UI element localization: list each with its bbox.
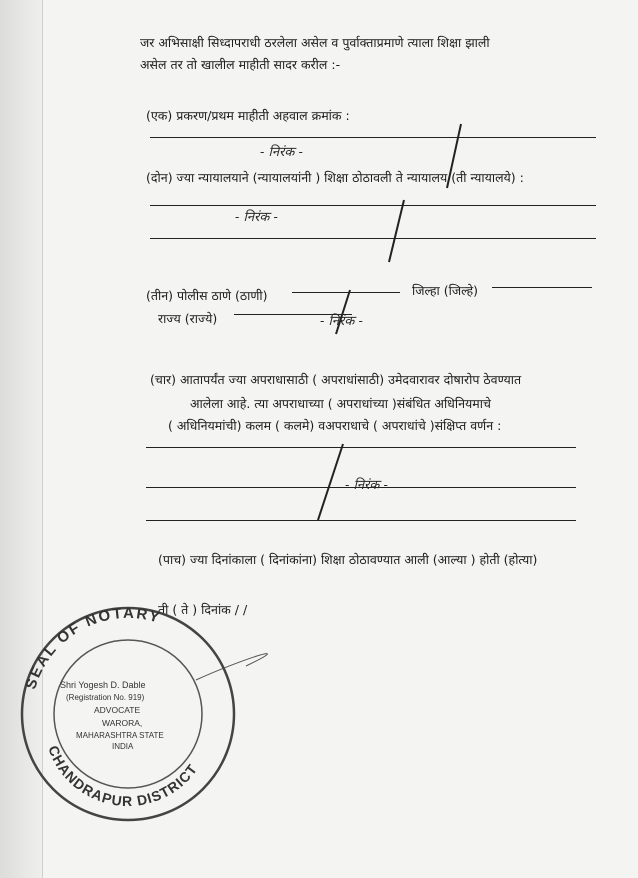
item-char-line-3: ( अधिनियमांची) कलम ( कलमे) वअपराधाचे ( अपराधांचे )संक्षिप्त वर्णन : (168, 418, 502, 433)
seal-name: Shri Yogesh D. Dable (60, 680, 146, 690)
item-char-line-2: आलेला आहे. त्या अपराधाच्या ( अपराधांच्या )संबंधित अधिनियमाचे (190, 396, 491, 411)
seal-reg: (Registration No. 919) (66, 693, 145, 702)
item-char-line-1: (चार) आतापर्यंत ज्या अपराधासाठी ( अपराधांसाठी) उमेदवारावर दोषारोप ठेवण्यात (150, 372, 522, 387)
item-ek-handwriting: - निरंक - (260, 145, 303, 160)
item-don-label: (दोन) ज्या न्यायालयाने (न्यायालयांनी ) शिक्षा ठोठावली ते न्यायालय (ती न्यायालये) : (146, 170, 524, 185)
item-teen-jilha-label: जिल्हा (जिल्हे) (412, 283, 479, 298)
seal-top-text: SEAL OF NOTARY (22, 604, 164, 692)
seal-bottom-text: CHANDRAPUR DISTRICT (45, 743, 201, 810)
seal-city: WARORA, (102, 718, 143, 728)
item-ek-label: (एक) प्रकरण/प्रथम माहीती अहवाल क्रमांक : (146, 108, 350, 123)
item-don-handwriting: - निरंक - (235, 210, 278, 225)
intro-line-2: असेल तर तो खालील माहीती सादर करील :- (140, 57, 341, 72)
seal-state: MAHARASHTRA STATE (76, 731, 164, 740)
item-pach-label: (पाच) ज्या दिनांकाला ( दिनांकांना) शिक्षा ठोठावण्यात आली (आल्या ) होती (होत्या) (158, 552, 538, 567)
item-teen-police-label: (तीन) पोलीस ठाणे (ठाणी) (146, 288, 268, 303)
seal-title: ADVOCATE (94, 705, 141, 715)
item-date-label: ती ( ते ) दिनांक / / (158, 602, 248, 617)
intro-line-1: जर अभिसाक्षी सिध्दापराधी ठरलेला असेल व पुर्वाक्ताप्रमाणे त्याला शिक्षा झाली (140, 35, 490, 50)
item-char-handwriting: - निरंक - (345, 478, 388, 493)
item-teen-rajya-label: राज्य (राज्ये) (158, 311, 218, 326)
seal-country: INDIA (112, 742, 134, 751)
item-teen-handwriting: - निरंक - (320, 314, 363, 329)
